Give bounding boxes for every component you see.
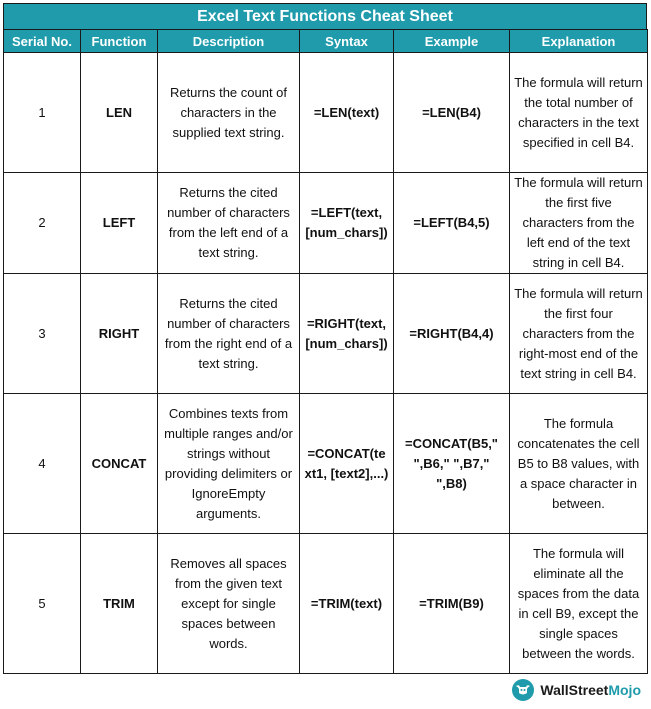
- example-cell: =TRIM(B9): [394, 534, 510, 674]
- serial-cell: 2: [4, 173, 81, 274]
- explanation-cell: The formula will return the first four characters from the right-most end of the text string in cell B4.: [510, 274, 648, 394]
- serial-cell: 4: [4, 394, 81, 534]
- description-cell: Returns the cited number of characters from the right end of a text string.: [158, 274, 300, 394]
- description-cell: Returns the count of characters in the supplied text string.: [158, 53, 300, 173]
- syntax-cell: =RIGHT(text, [num_chars]): [300, 274, 394, 394]
- header-description: Description: [158, 30, 300, 53]
- syntax-cell: =LEN(text): [300, 53, 394, 173]
- function-cell: RIGHT: [81, 274, 158, 394]
- description-cell: Removes all spaces from the given text except for single spaces between words.: [158, 534, 300, 674]
- example-cell: =LEN(B4): [394, 53, 510, 173]
- function-cell: LEN: [81, 53, 158, 173]
- header-row: [4, 30, 648, 53]
- explanation-cell: The formula will eliminate all the spaces from the data in cell B9, except the single spaces between the words.: [510, 534, 648, 674]
- header-function: Function: [81, 30, 158, 53]
- example-cell: =CONCAT(B5," ",B6," ",B7," ",B8): [394, 394, 510, 534]
- table-row: [4, 534, 648, 674]
- explanation-cell: The formula will return the total number of characters in the text specified in cell B4.: [510, 53, 648, 173]
- bull-icon: [511, 678, 535, 702]
- functions-table: [3, 29, 648, 674]
- header-example: Example: [394, 30, 510, 53]
- example-cell: =LEFT(B4,5): [394, 173, 510, 274]
- syntax-cell: =LEFT(text, [num_chars]): [300, 173, 394, 274]
- function-cell: CONCAT: [81, 394, 158, 534]
- header-explanation: Explanation: [510, 30, 648, 53]
- wallstreetmojo-logo: [511, 676, 641, 704]
- table-row: [4, 394, 648, 534]
- serial-cell: 5: [4, 534, 81, 674]
- function-cell: LEFT: [81, 173, 158, 274]
- table-row: [4, 53, 648, 173]
- syntax-cell: =CONCAT(text1, [text2],...): [300, 394, 394, 534]
- example-cell: =RIGHT(B4,4): [394, 274, 510, 394]
- header-syntax: Syntax: [300, 30, 394, 53]
- table-row: [4, 173, 648, 274]
- serial-cell: 3: [4, 274, 81, 394]
- table-row: [4, 274, 648, 394]
- function-cell: TRIM: [81, 534, 158, 674]
- syntax-cell: =TRIM(text): [300, 534, 394, 674]
- description-cell: Combines texts from multiple ranges and/or strings without providing delimiters or IgnoreEmpty arguments.: [158, 394, 300, 534]
- header-serial: Serial No.: [4, 30, 81, 53]
- description-cell: Returns the cited number of characters from the left end of a text string.: [158, 173, 300, 274]
- explanation-cell: The formula concatenates the cell B5 to B8 values, with a space character in between.: [510, 394, 648, 534]
- explanation-cell: The formula will return the first five characters from the left end of the text string in cell B4.: [510, 173, 648, 274]
- cheat-sheet: [3, 3, 647, 674]
- logo-wordmark: WallStreetMojo: [540, 682, 641, 698]
- sheet-title: Excel Text Functions Cheat Sheet: [3, 3, 647, 29]
- serial-cell: 1: [4, 53, 81, 173]
